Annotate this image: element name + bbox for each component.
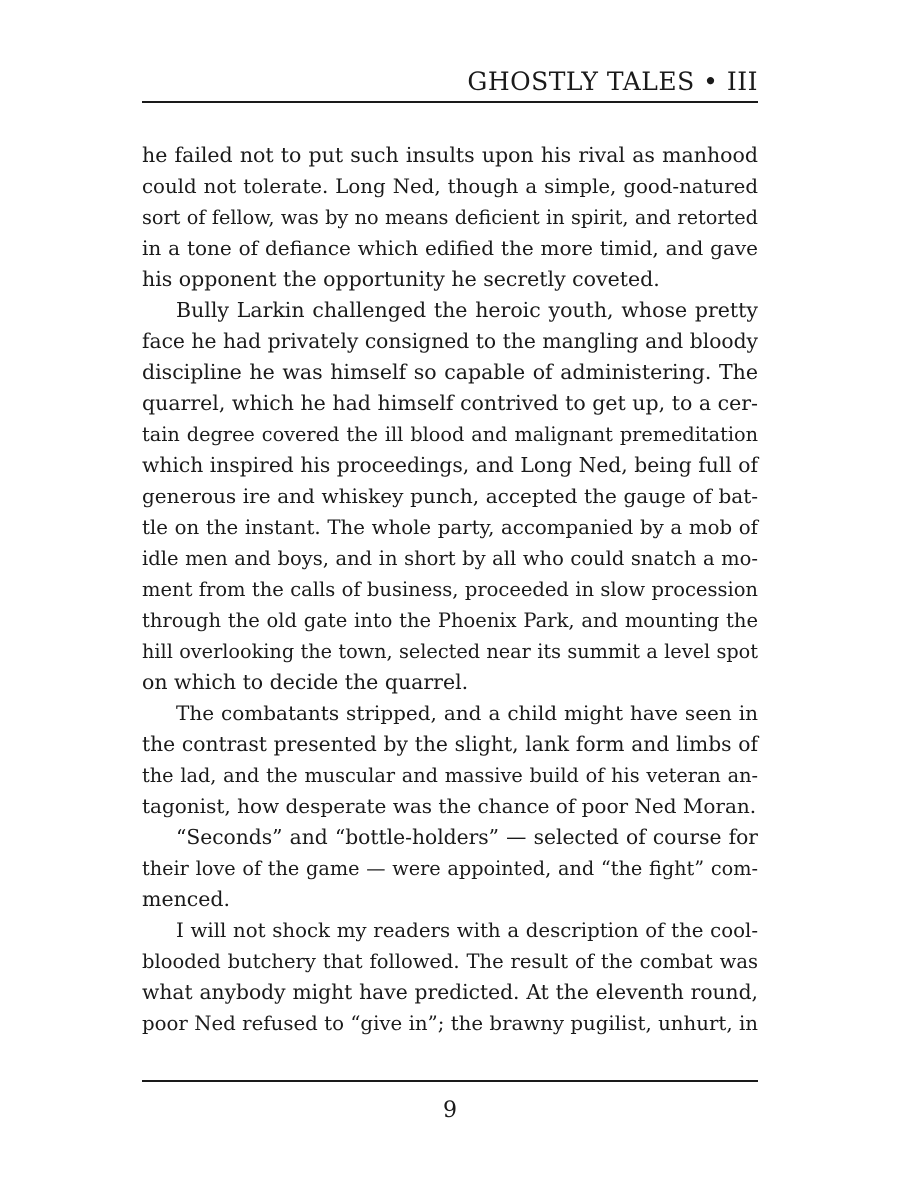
text-line: poor Ned refused to “give in”; the brawny pugilist, unhurt, in (142, 1012, 758, 1035)
text-line: ment from the calls of business, proceeded in slow procession (142, 578, 758, 601)
text-line: their love of the game — were appointed, and “the fight” com- (142, 857, 758, 880)
text-line: which inspired his proceedings, and Long Ned, being full of (142, 453, 758, 477)
text-line: what anybody might have predicted. At the eleventh round, (142, 980, 758, 1004)
text-line: on which to decide the quarrel. (142, 670, 469, 694)
text-line: he failed not to put such insults upon his rival as manhood (142, 143, 758, 167)
text-line: menced. (142, 887, 231, 911)
text-line: “Seconds” and “bottle-holders” — selected of course for (176, 825, 758, 849)
running-head: GHOSTLY TALES • III (467, 67, 758, 96)
text-line: could not tolerate. Long Ned, though a simple, good-natured (142, 175, 758, 198)
text-line: in a tone of defiance which edified the more timid, and gave (142, 236, 758, 260)
text-line: tle on the instant. The whole party, accompanied by a mob of (142, 516, 758, 539)
text-line: sort of fellow, was by no means deficient in spirit, and retorted (142, 206, 758, 229)
text-line: the contrast presented by the slight, lank form and limbs of (142, 732, 758, 756)
text-line: through the old gate into the Phoenix Park, and mounting the (142, 609, 758, 632)
text-line: I will not shock my readers with a description of the cool- (176, 919, 758, 942)
text-line: idle men and boys, and in short by all who could snatch a mo- (142, 547, 758, 570)
header-rule (142, 101, 758, 103)
text-line: hill overlooking the town, selected near its summit a level spot (142, 640, 758, 663)
body-text (142, 140, 758, 1039)
text-line: generous ire and whiskey punch, accepted the gauge of bat- (142, 484, 758, 508)
text-line: Bully Larkin challenged the heroic youth, whose pretty (176, 298, 758, 322)
text-line: tagonist, how desperate was the chance of poor Ned Moran. (142, 794, 757, 818)
text-line: face he had privately consigned to the mangling and bloody (142, 329, 758, 353)
text-line: blooded butchery that followed. The result of the combat was (142, 950, 758, 973)
text-line: the lad, and the muscular and massive build of his veteran an- (142, 764, 758, 787)
text-line: tain degree covered the ill blood and malignant premeditation (142, 423, 758, 446)
text-line: quarrel, which he had himself contrived to get up, to a cer- (142, 391, 758, 415)
text-line: his opponent the opportunity he secretly coveted. (142, 267, 660, 291)
text-line: The combatants stripped, and a child might have seen in (176, 701, 758, 725)
footer-rule (142, 1080, 758, 1082)
text-line: discipline he was himself so capable of administering. The (142, 360, 758, 384)
page-number: 9 (443, 1098, 457, 1123)
